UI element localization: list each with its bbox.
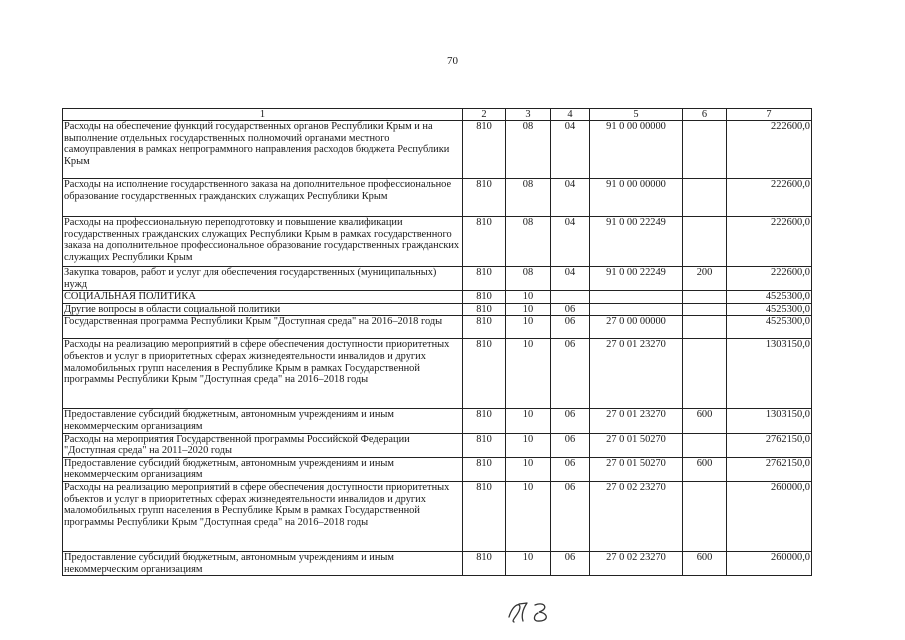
row-name-cell: СОЦИАЛЬНАЯ ПОЛИТИКА xyxy=(63,291,463,304)
expense-type-cell xyxy=(683,217,727,267)
section-code-cell: 10 xyxy=(506,551,551,575)
section-code-cell: 08 xyxy=(506,121,551,179)
table-row xyxy=(63,217,812,267)
target-article-cell: 27 0 02 23270 xyxy=(590,481,683,551)
amount-cell: 222600,0 xyxy=(727,179,812,217)
target-article-cell: 91 0 00 22249 xyxy=(590,217,683,267)
subsection-code-cell: 06 xyxy=(551,339,590,409)
expense-type-cell xyxy=(683,121,727,179)
section-code-cell: 10 xyxy=(506,339,551,409)
column-header: 3 xyxy=(506,109,551,121)
section-code-cell: 10 xyxy=(506,291,551,304)
subsection-code-cell: 04 xyxy=(551,267,590,291)
table-row xyxy=(63,433,812,457)
amount-cell: 222600,0 xyxy=(727,217,812,267)
ministry-code-cell: 810 xyxy=(463,267,506,291)
table-row xyxy=(63,551,812,575)
column-header: 1 xyxy=(63,109,463,121)
section-code-cell: 10 xyxy=(506,481,551,551)
row-name-cell: Расходы на обеспечение функций государственных органов Республики Крым и на выполнение отдельных государственных полномочий органами местного самоуправления в рамках непрограммного направления расходов бюджета Республики Крым xyxy=(63,121,463,179)
target-article-cell: 27 0 01 50270 xyxy=(590,457,683,481)
table-row xyxy=(63,267,812,291)
target-article-cell: 27 0 01 50270 xyxy=(590,433,683,457)
section-code-cell: 08 xyxy=(506,267,551,291)
subsection-code-cell: 06 xyxy=(551,433,590,457)
budget-table xyxy=(62,108,812,576)
section-code-cell: 08 xyxy=(506,217,551,267)
section-code-cell: 10 xyxy=(506,303,551,316)
page-number: 70 xyxy=(447,55,458,67)
amount-cell: 222600,0 xyxy=(727,267,812,291)
target-article-cell xyxy=(590,291,683,304)
subsection-code-cell: 06 xyxy=(551,457,590,481)
subsection-code-cell: 04 xyxy=(551,217,590,267)
table-row xyxy=(63,179,812,217)
subsection-code-cell: 06 xyxy=(551,481,590,551)
ministry-code-cell: 810 xyxy=(463,303,506,316)
section-code-cell: 10 xyxy=(506,433,551,457)
column-header: 4 xyxy=(551,109,590,121)
table-row xyxy=(63,316,812,339)
row-name-cell: Расходы на реализацию мероприятий в сфере обеспечения доступности приоритетных объектов и услуг в приоритетных сферах жизнедеятельности инвалидов и других маломобильных групп населения в Республике Крым в рамках Государственной программы Республики Крым "Доступная среда" на 2016–2018 годы xyxy=(63,481,463,551)
column-header: 6 xyxy=(683,109,727,121)
target-article-cell: 91 0 00 22249 xyxy=(590,267,683,291)
subsection-code-cell: 04 xyxy=(551,121,590,179)
ministry-code-cell: 810 xyxy=(463,551,506,575)
subsection-code-cell: 06 xyxy=(551,551,590,575)
expense-type-cell xyxy=(683,316,727,339)
handwritten-mark xyxy=(505,595,555,625)
amount-cell: 4525300,0 xyxy=(727,316,812,339)
table-row xyxy=(63,291,812,304)
row-name-cell: Закупка товаров, работ и услуг для обеспечения государственных (муниципальных) нужд xyxy=(63,267,463,291)
expense-type-cell xyxy=(683,303,727,316)
table-row xyxy=(63,339,812,409)
subsection-code-cell xyxy=(551,291,590,304)
section-code-cell: 10 xyxy=(506,457,551,481)
row-name-cell: Предоставление субсидий бюджетным, автономным учреждениям и иным некоммерческим организациям xyxy=(63,409,463,433)
column-header: 5 xyxy=(590,109,683,121)
target-article-cell: 27 0 00 00000 xyxy=(590,316,683,339)
ministry-code-cell: 810 xyxy=(463,217,506,267)
subsection-code-cell: 04 xyxy=(551,179,590,217)
expense-type-cell: 600 xyxy=(683,409,727,433)
column-header: 2 xyxy=(463,109,506,121)
target-article-cell: 27 0 01 23270 xyxy=(590,409,683,433)
ministry-code-cell: 810 xyxy=(463,457,506,481)
subsection-code-cell: 06 xyxy=(551,303,590,316)
row-name-cell: Расходы на исполнение государственного заказа на дополнительное профессиональное образование государственных гражданских служащих Республики Крым xyxy=(63,179,463,217)
expense-type-cell xyxy=(683,481,727,551)
amount-cell: 4525300,0 xyxy=(727,303,812,316)
table-row xyxy=(63,303,812,316)
section-code-cell: 10 xyxy=(506,316,551,339)
row-name-cell: Предоставление субсидий бюджетным, автономным учреждениям и иным некоммерческим организациям xyxy=(63,457,463,481)
expense-type-cell: 200 xyxy=(683,267,727,291)
amount-cell: 1303150,0 xyxy=(727,339,812,409)
amount-cell: 1303150,0 xyxy=(727,409,812,433)
expense-type-cell: 600 xyxy=(683,457,727,481)
row-name-cell: Расходы на мероприятия Государственной программы Российской Федерации "Доступная среда" на 2011–2020 годы xyxy=(63,433,463,457)
column-header: 7 xyxy=(727,109,812,121)
table-row xyxy=(63,121,812,179)
ministry-code-cell: 810 xyxy=(463,316,506,339)
ministry-code-cell: 810 xyxy=(463,339,506,409)
row-name-cell: Расходы на реализацию мероприятий в сфере обеспечения доступности приоритетных объектов и услуг в приоритетных сферах жизнедеятельности инвалидов и других маломобильных групп населения в Республике Крым в рамках Государственной программы Республики Крым "Доступная среда" на 2016–2018 годы xyxy=(63,339,463,409)
ministry-code-cell: 810 xyxy=(463,121,506,179)
target-article-cell: 27 0 02 23270 xyxy=(590,551,683,575)
amount-cell: 2762150,0 xyxy=(727,433,812,457)
row-name-cell: Другие вопросы в области социальной политики xyxy=(63,303,463,316)
table-row xyxy=(63,409,812,433)
amount-cell: 222600,0 xyxy=(727,121,812,179)
amount-cell: 4525300,0 xyxy=(727,291,812,304)
expense-type-cell: 600 xyxy=(683,551,727,575)
expense-type-cell xyxy=(683,291,727,304)
target-article-cell: 91 0 00 00000 xyxy=(590,179,683,217)
row-name-cell: Расходы на профессиональную переподготовку и повышение квалификации государственных гражданских служащих Республики Крым в рамках государственного заказа на дополнительное профессиональное образование государственных гражданских служащих Республики Крым xyxy=(63,217,463,267)
amount-cell: 260000,0 xyxy=(727,551,812,575)
target-article-cell: 91 0 00 00000 xyxy=(590,121,683,179)
table-header-row xyxy=(63,109,812,121)
section-code-cell: 10 xyxy=(506,409,551,433)
expense-type-cell xyxy=(683,179,727,217)
ministry-code-cell: 810 xyxy=(463,179,506,217)
table-row xyxy=(63,457,812,481)
expense-type-cell xyxy=(683,433,727,457)
row-name-cell: Государственная программа Республики Крым "Доступная среда" на 2016–2018 годы xyxy=(63,316,463,339)
ministry-code-cell: 810 xyxy=(463,481,506,551)
amount-cell: 2762150,0 xyxy=(727,457,812,481)
row-name-cell: Предоставление субсидий бюджетным, автономным учреждениям и иным некоммерческим организациям xyxy=(63,551,463,575)
ministry-code-cell: 810 xyxy=(463,291,506,304)
target-article-cell: 27 0 01 23270 xyxy=(590,339,683,409)
ministry-code-cell: 810 xyxy=(463,433,506,457)
amount-cell: 260000,0 xyxy=(727,481,812,551)
table-row xyxy=(63,481,812,551)
subsection-code-cell: 06 xyxy=(551,409,590,433)
target-article-cell xyxy=(590,303,683,316)
expense-type-cell xyxy=(683,339,727,409)
subsection-code-cell: 06 xyxy=(551,316,590,339)
section-code-cell: 08 xyxy=(506,179,551,217)
table-body xyxy=(63,121,812,576)
ministry-code-cell: 810 xyxy=(463,409,506,433)
